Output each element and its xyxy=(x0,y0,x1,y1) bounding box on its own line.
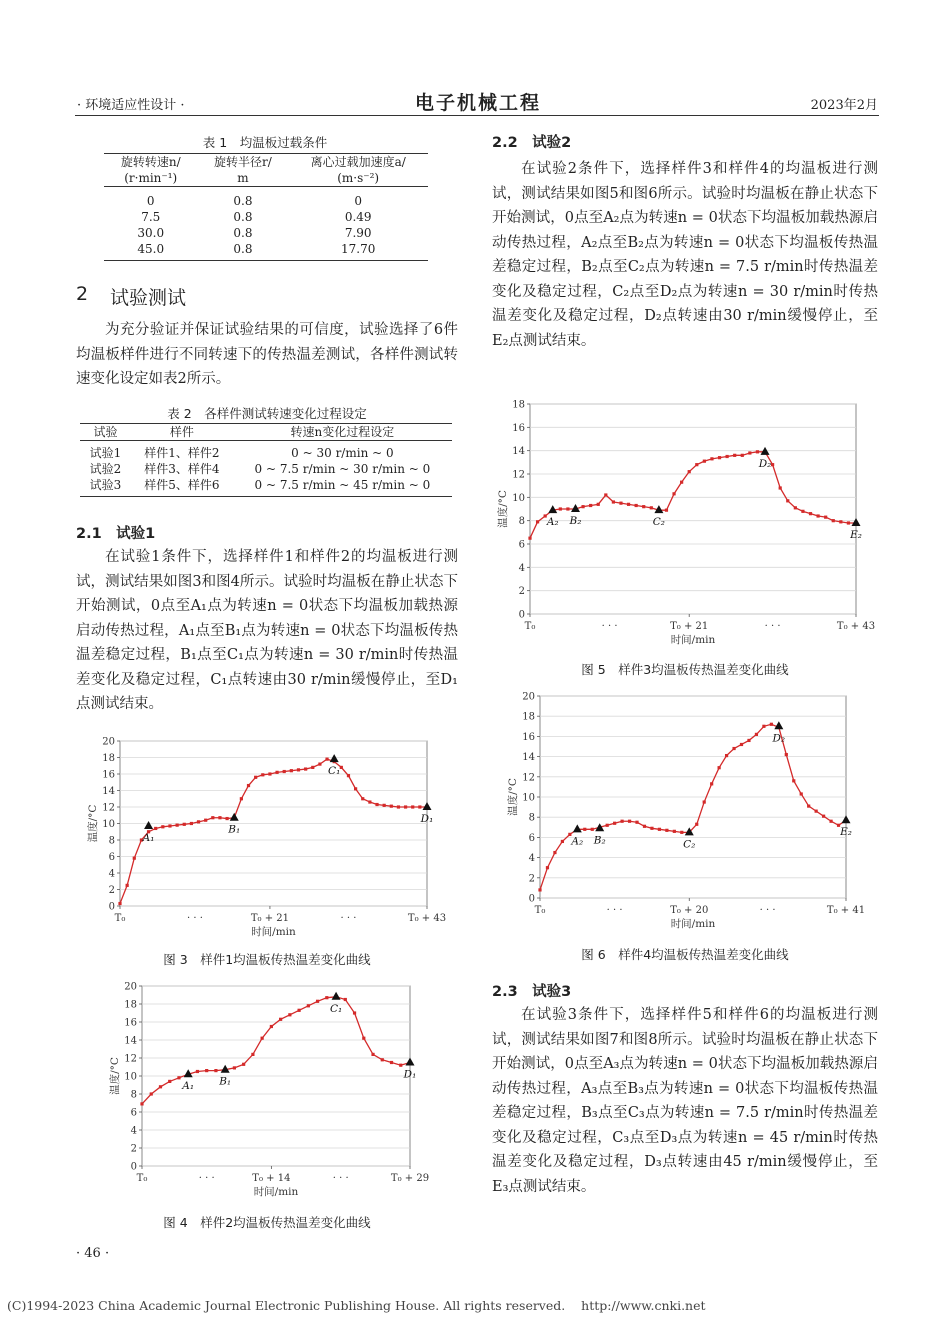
data-point xyxy=(304,767,307,770)
data-point xyxy=(196,1070,199,1073)
data-point xyxy=(628,820,631,823)
data-point xyxy=(786,499,789,502)
data-point xyxy=(183,823,186,826)
figure-caption: 图 5 样件3均温板传热温差变化曲线 xyxy=(581,662,789,677)
y-tick-label: 18 xyxy=(512,399,525,411)
data-point xyxy=(650,827,653,830)
data-point xyxy=(254,776,257,779)
subsection-title: 2.3 试验3 xyxy=(492,984,572,1000)
data-point xyxy=(536,520,539,523)
section2-paragraph: 为充分验证并保证试验结果的可信度，试验选择了6件均温板样件进行不同转速下的传热温差测试，各样件测试转速变化设定如表2所示。 xyxy=(76,322,458,387)
data-point xyxy=(635,821,638,824)
marker-triangle xyxy=(406,1058,415,1066)
data-point xyxy=(251,1053,254,1056)
data-point xyxy=(354,787,357,790)
y-axis-label: 温度/°C xyxy=(497,490,509,528)
y-axis-label: 温度/°C xyxy=(507,778,519,816)
data-point xyxy=(371,1053,374,1056)
subsection-title: 2.2 试验2 xyxy=(492,135,572,151)
data-point xyxy=(347,774,350,777)
data-point xyxy=(755,733,758,736)
data-point xyxy=(361,797,364,800)
y-tick-label: 8 xyxy=(130,1089,137,1101)
marker-label: A₁ xyxy=(182,1080,195,1093)
data-point xyxy=(688,470,691,473)
data-point xyxy=(298,1009,301,1012)
data-point xyxy=(290,769,293,772)
marker-triangle xyxy=(774,721,783,729)
data-point xyxy=(620,820,623,823)
y-tick-label: 4 xyxy=(518,562,525,574)
table1-header: 离心过载加速度a/ (m·s⁻²) xyxy=(310,155,406,185)
header-rule xyxy=(75,115,879,116)
y-axis-label: 温度/°C xyxy=(87,804,99,843)
x-tick-label: · · · xyxy=(601,621,618,632)
x-axis-label: 时间/min xyxy=(670,918,716,930)
data-point xyxy=(581,505,584,508)
data-point xyxy=(411,805,414,808)
data-point xyxy=(261,1037,264,1040)
y-tick-label: 10 xyxy=(522,792,535,804)
data-point xyxy=(344,998,347,1001)
data-point xyxy=(809,512,812,515)
x-tick-label: T₀ xyxy=(136,1173,148,1184)
x-tick-label: T₀ + 43 xyxy=(407,913,447,924)
x-tick-label: T₀ + 20 xyxy=(670,905,709,916)
data-point xyxy=(190,822,193,825)
table1-header: 旋转转速n/ (r·min⁻¹) xyxy=(120,155,181,185)
data-point xyxy=(307,1004,310,1007)
data-point xyxy=(397,805,400,808)
x-tick-label: · · · xyxy=(606,905,623,916)
figure-caption: 图 3 样件1均温板传热温差变化曲线 xyxy=(163,952,371,967)
data-point xyxy=(839,520,842,523)
data-point xyxy=(218,816,221,819)
data-point xyxy=(247,784,250,787)
data-point xyxy=(566,507,569,510)
data-point xyxy=(270,1025,273,1028)
marker-label: C₂ xyxy=(652,516,666,529)
data-point xyxy=(161,825,164,828)
data-point xyxy=(214,1069,217,1072)
page-number: · 46 · xyxy=(76,1246,110,1261)
s22-paragraph: 在试验2条件下，选择样件3和样件4的均温板进行测试，测试结果如图5和图6所示。试验时均温板在静止状态下开始测试，0点至A₂点为转速n = 0状态下均温板加载热源启动传热过程，A₂点至B₂点为转速n = 0状态下均温板传热温差稳定过程，B₂点至C₂点为转速n = 7.5 r/min时传热温差变化及稳定过程，C₂点至D₂点为转速n = 30 r/min时传热温差变化及稳定过程，D₂点转速由30 r/min缓慢停止，至E₂点测试结束。 xyxy=(492,161,878,349)
plot-frame xyxy=(530,404,856,614)
x-tick-label: T₀ + 21 xyxy=(670,621,709,632)
marker-label: D₂ xyxy=(772,732,786,745)
data-point xyxy=(703,460,706,463)
marker-label: B₁ xyxy=(219,1075,232,1088)
table2-caption: 表 2 各样件测试转速变化过程设定 xyxy=(167,406,367,421)
data-point xyxy=(211,816,214,819)
data-point xyxy=(150,1092,153,1095)
data-point xyxy=(794,506,797,509)
y-tick-label: 20 xyxy=(102,736,115,748)
data-point xyxy=(643,825,646,828)
data-point xyxy=(822,815,825,818)
data-point xyxy=(297,768,300,771)
x-axis-label: 时间/min xyxy=(251,926,296,938)
data-point xyxy=(553,851,556,854)
data-point xyxy=(710,782,713,785)
y-tick-label: 4 xyxy=(108,868,115,880)
data-point xyxy=(726,455,729,458)
data-point xyxy=(642,505,645,508)
data-point xyxy=(176,824,179,827)
data-point xyxy=(771,463,774,466)
data-point xyxy=(695,463,698,466)
data-point xyxy=(824,516,827,519)
data-point xyxy=(288,1013,291,1016)
marker-label: C₁ xyxy=(329,1002,343,1015)
data-point xyxy=(325,758,328,761)
marker-triangle xyxy=(230,813,239,821)
data-point xyxy=(528,537,531,540)
y-tick-label: 16 xyxy=(102,769,115,781)
data-point xyxy=(770,723,773,726)
y-tick-label: 4 xyxy=(130,1125,137,1137)
y-tick-label: 2 xyxy=(130,1143,137,1155)
table2: 试验 样件 转速n变化过程设定 试验1 样件1、样件2 0 ~ 30 r/min ~ 0 试验2 样件3、样件4 0 ~ 7.5 r/min ~ 30 r/min ~ 0 试验3 样件5、样件6 0 ~ 7.5 r/min ~ 45 r/min ~ 0 xyxy=(80,423,452,497)
y-tick-label: 18 xyxy=(124,999,137,1011)
y-tick-label: 0 xyxy=(518,609,525,621)
y-tick-label: 0 xyxy=(528,893,535,905)
data-point xyxy=(418,805,421,808)
marker-label: D₁ xyxy=(420,813,434,825)
data-point xyxy=(168,824,171,827)
data-point xyxy=(779,486,782,489)
y-tick-label: 8 xyxy=(518,516,525,528)
y-tick-label: 12 xyxy=(124,1053,137,1065)
section-title: 试验测试 xyxy=(110,287,187,309)
data-point xyxy=(546,866,549,869)
data-point xyxy=(613,822,616,825)
marker-label: C₂ xyxy=(683,838,696,851)
data-point xyxy=(762,725,765,728)
x-tick-label: T₀ xyxy=(114,913,126,924)
marker-triangle xyxy=(144,821,153,829)
data-point xyxy=(233,1066,236,1069)
x-tick-label: T₀ + 21 xyxy=(250,913,290,924)
marker-label: A₂ xyxy=(571,835,584,848)
figure-6 xyxy=(492,688,877,938)
data-point xyxy=(561,840,564,843)
data-point xyxy=(606,824,609,827)
data-point xyxy=(242,1063,245,1066)
data-point xyxy=(807,804,810,807)
data-point xyxy=(240,797,243,800)
marker-label: B₂ xyxy=(569,515,582,527)
marker-label: D₂ xyxy=(758,457,772,470)
data-point xyxy=(740,743,743,746)
data-point xyxy=(390,805,393,808)
data-point xyxy=(710,457,713,460)
data-point xyxy=(785,753,788,756)
data-point xyxy=(318,763,321,766)
table1-header: 旋转半径r/ m xyxy=(214,155,272,185)
y-tick-label: 20 xyxy=(522,691,535,703)
table1: 旋转转速n/ (r·min⁻¹) 旋转半径r/ m 离心过载加速度a/ (m·s⁻²) 0 0.8 0 7.5 0.8 0.49 30.0 0.8 7.90 45.0 0.8 17.70 xyxy=(104,153,428,261)
data-point xyxy=(353,1011,356,1014)
y-tick-label: 6 xyxy=(518,539,525,551)
data-point xyxy=(375,803,378,806)
marker-triangle xyxy=(595,823,604,831)
data-point xyxy=(268,772,271,775)
data-point xyxy=(748,451,751,454)
y-tick-label: 2 xyxy=(528,873,535,885)
x-axis-label: 时间/min xyxy=(253,1186,299,1198)
data-point xyxy=(168,1080,171,1083)
data-point xyxy=(612,500,615,503)
x-tick-label: · · · xyxy=(340,913,357,924)
data-point xyxy=(118,902,121,905)
data-point xyxy=(597,503,600,506)
marker-triangle xyxy=(332,992,341,1000)
data-point xyxy=(311,766,314,769)
data-point xyxy=(733,454,736,457)
y-tick-label: 16 xyxy=(512,422,525,434)
table2-header: 样件 xyxy=(169,425,194,439)
marker-label: E₂ xyxy=(850,529,862,541)
y-tick-label: 8 xyxy=(528,812,535,824)
data-point xyxy=(591,828,594,831)
figure-3 xyxy=(85,733,455,943)
data-point xyxy=(404,805,407,808)
data-point xyxy=(725,754,728,757)
y-tick-label: 0 xyxy=(130,1161,137,1173)
data-point xyxy=(665,829,668,832)
marker-label: B₂ xyxy=(593,834,606,847)
marker-triangle xyxy=(573,824,582,832)
marker-triangle xyxy=(852,518,861,526)
data-point xyxy=(747,739,750,742)
data-point xyxy=(559,507,562,510)
x-tick-label: · · · xyxy=(187,913,203,924)
marker-label: C₁ xyxy=(328,765,341,778)
data-point xyxy=(261,773,264,776)
table2-header: 试验 xyxy=(93,425,118,439)
x-tick-label: · · · xyxy=(764,621,781,632)
marker-triangle xyxy=(842,815,851,823)
x-tick-label: T₀ + 14 xyxy=(252,1173,291,1184)
data-point xyxy=(665,509,668,512)
y-tick-label: 2 xyxy=(108,885,115,896)
data-point xyxy=(390,1061,393,1064)
fig3-chart xyxy=(85,733,455,943)
figure-4 xyxy=(100,978,430,1203)
data-point xyxy=(672,492,675,495)
y-tick-label: 6 xyxy=(130,1107,137,1119)
y-tick-label: 10 xyxy=(124,1071,137,1083)
data-point xyxy=(177,1076,180,1079)
y-tick-label: 12 xyxy=(512,469,525,481)
y-tick-label: 10 xyxy=(512,492,525,504)
y-tick-label: 4 xyxy=(528,853,535,865)
table1-caption: 表 1 均温板过载条件 xyxy=(202,135,328,150)
data-point xyxy=(399,1064,402,1067)
x-tick-label: T₀ xyxy=(534,905,546,916)
data-point xyxy=(815,810,818,813)
figure-caption: 图 6 样件4均温板传热温差变化曲线 xyxy=(581,947,789,962)
figure-5 xyxy=(492,396,877,648)
s23-paragraph: 在试验3条件下，选择样件5和样件6的均温板进行测试，测试结果如图7和图8所示。试验时均温板在静止状态下开始测试，0点至A₃点为转速n = 0状态下均温板加载热源启动传热过程，A₃点至B₃点为转速n = 0状态下均温板传热温差稳定过程，B₃点至C₃点为转速n = 7.5 r/min时传热温差变化及稳定过程，C₃点至D₃点为转速n = 45 r/min时传热温差变化及稳定过程，D₃点转速由45 r/min缓慢停止，至E₃点测试结束。 xyxy=(492,1007,878,1195)
y-tick-label: 12 xyxy=(522,772,535,784)
data-point xyxy=(832,519,835,522)
x-tick-label: · · · xyxy=(332,1173,349,1184)
data-point xyxy=(680,831,683,834)
data-point xyxy=(362,1037,365,1040)
data-point xyxy=(650,506,653,509)
y-tick-label: 20 xyxy=(124,981,137,993)
y-tick-label: 16 xyxy=(522,731,535,743)
data-point xyxy=(732,747,735,750)
y-tick-label: 14 xyxy=(102,786,115,797)
data-point xyxy=(801,510,804,513)
data-point xyxy=(658,828,661,831)
y-tick-label: 16 xyxy=(124,1017,137,1029)
y-tick-label: 14 xyxy=(522,752,535,764)
fig4-chart xyxy=(100,978,430,1203)
data-point xyxy=(792,779,795,782)
y-tick-label: 18 xyxy=(102,753,115,764)
x-tick-label: T₀ + 29 xyxy=(390,1173,430,1184)
s21-paragraph: 在试验1条件下，选择样件1和样件2的均温板进行测试，测试结果如图3和图4所示。试验时均温板在静止状态下开始测试，0点至A₁点为转速n = 0状态下均温板加载热源启动传热过程，A₁点至B₁点为转速n = 0状态下均温板传热温差稳定过程，B₁点至C₁点为转速n = 30 r/min时传热温差变化及稳定过程，C₁点转速由30 r/min缓慢停止，至D₁点测试结束。 xyxy=(76,549,458,712)
header-date: 2023年2月 xyxy=(810,98,878,113)
data-point xyxy=(800,792,803,795)
marker-label: A₁ xyxy=(142,831,155,844)
data-point xyxy=(383,804,386,807)
data-point xyxy=(583,828,586,831)
data-point xyxy=(847,521,850,524)
marker-triangle xyxy=(423,802,432,810)
data-point xyxy=(159,1085,162,1088)
data-point xyxy=(829,820,832,823)
fig5-chart xyxy=(492,396,877,648)
header-section: · 环境适应性设计 · xyxy=(77,98,185,113)
data-point xyxy=(381,1058,384,1061)
y-tick-label: 0 xyxy=(108,901,115,913)
data-point xyxy=(197,820,200,823)
data-point xyxy=(816,514,819,517)
data-point xyxy=(126,884,129,887)
data-point xyxy=(283,770,286,773)
data-point xyxy=(703,800,706,803)
data-point xyxy=(205,1069,208,1072)
fig6-chart xyxy=(492,688,877,938)
marker-label: B₁ xyxy=(228,823,241,836)
y-tick-label: 10 xyxy=(102,819,115,830)
journal-title: 电子机械工程 xyxy=(415,92,542,114)
data-point xyxy=(718,766,721,769)
data-point xyxy=(673,830,676,833)
series-line xyxy=(540,724,846,890)
data-point xyxy=(368,800,371,803)
data-point xyxy=(695,823,698,826)
data-point xyxy=(756,450,759,453)
y-tick-label: 6 xyxy=(528,832,535,844)
y-tick-label: 8 xyxy=(108,835,115,847)
marker-label: D₁ xyxy=(403,1068,417,1081)
marker-label: E₂ xyxy=(840,826,852,839)
data-point xyxy=(589,504,592,507)
x-axis-label: 时间/min xyxy=(670,634,716,646)
y-tick-label: 14 xyxy=(512,446,525,458)
section-number: 2 xyxy=(76,283,89,305)
x-tick-label: · · · xyxy=(198,1173,215,1184)
data-point xyxy=(741,454,744,457)
data-point xyxy=(316,1000,319,1003)
data-point xyxy=(604,493,607,496)
y-tick-label: 14 xyxy=(124,1035,137,1047)
figure-caption: 图 4 样件2均温板传热温差变化曲线 xyxy=(163,1215,371,1230)
subsection-title: 2.1 试验1 xyxy=(76,526,156,542)
data-point xyxy=(718,456,721,459)
data-point xyxy=(619,502,622,505)
data-point xyxy=(538,888,541,891)
y-axis-label: 温度/°C xyxy=(109,1057,121,1095)
data-point xyxy=(225,817,228,820)
x-tick-label: T₀ xyxy=(524,621,536,632)
data-point xyxy=(133,857,136,860)
y-tick-label: 12 xyxy=(102,802,115,814)
x-tick-label: T₀ + 41 xyxy=(826,905,866,916)
copyright-footer: (C)1994-2023 China Academic Journal Electronic Publishing House. All rights reserved. http://www.cnki.net xyxy=(7,1298,706,1313)
y-tick-label: 2 xyxy=(518,586,525,598)
data-point xyxy=(204,819,207,822)
data-point xyxy=(627,503,630,506)
data-point xyxy=(140,1102,143,1105)
marker-triangle xyxy=(330,754,339,762)
data-point xyxy=(154,827,157,830)
y-tick-label: 18 xyxy=(522,711,535,723)
marker-label: A₂ xyxy=(546,516,559,529)
table2-header: 转速n变化过程设定 xyxy=(290,425,395,439)
y-tick-label: 6 xyxy=(108,852,115,863)
x-tick-label: · · · xyxy=(759,905,776,916)
data-point xyxy=(635,504,638,507)
data-point xyxy=(279,1018,282,1021)
data-point xyxy=(325,996,328,999)
x-tick-label: T₀ + 43 xyxy=(836,621,876,632)
data-point xyxy=(680,481,683,484)
series-line xyxy=(120,759,427,903)
data-point xyxy=(275,771,278,774)
